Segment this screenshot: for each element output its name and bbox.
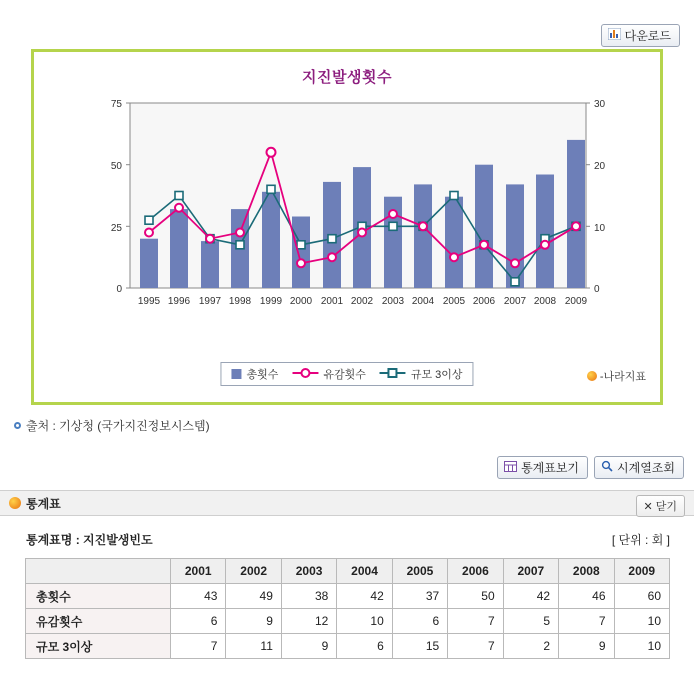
- legend-item-mag3: [380, 366, 463, 382]
- table-row-label: 유감횟수: [26, 609, 171, 634]
- timeseries-label: 시계열조회: [617, 460, 675, 475]
- table-col-header: 2006: [448, 559, 503, 584]
- table-cell: 46: [559, 584, 614, 609]
- chart-plot: [34, 93, 666, 343]
- table-cell: 42: [503, 584, 558, 609]
- table-row: [26, 584, 670, 609]
- table-cell: 12: [281, 609, 336, 634]
- table-cell: 2: [503, 634, 558, 659]
- svg-text:1999: 1999: [259, 296, 283, 307]
- legend-item-felt: [292, 366, 366, 382]
- legend-item-total: [231, 366, 278, 382]
- svg-text:1998: 1998: [228, 296, 252, 307]
- table-cell: 7: [448, 634, 503, 659]
- svg-text:0: 0: [116, 284, 122, 295]
- close-button[interactable]: [636, 495, 685, 517]
- legend-swatch-circle-icon: [292, 368, 318, 381]
- close-label: 닫기: [655, 501, 677, 513]
- svg-text:2001: 2001: [320, 296, 344, 307]
- table-col-header: 2009: [614, 559, 670, 584]
- table-cell: 10: [614, 609, 670, 634]
- table-corner-cell: [26, 559, 171, 584]
- svg-text:25: 25: [110, 223, 122, 234]
- chart-watermark: [587, 368, 646, 384]
- svg-text:75: 75: [110, 99, 122, 110]
- table-unit: [ 단위 : 회 ]: [611, 533, 670, 547]
- table-cell: 6: [171, 609, 226, 634]
- table-col-header: 2008: [559, 559, 614, 584]
- naraji-logo-icon: [587, 371, 597, 381]
- table-cell: 60: [614, 584, 670, 609]
- svg-text:1996: 1996: [167, 296, 191, 307]
- table-cell: 7: [448, 609, 503, 634]
- svg-text:2002: 2002: [350, 296, 374, 307]
- download-bar: [601, 24, 680, 47]
- search-icon: [601, 460, 613, 475]
- table-col-header: 2007: [503, 559, 558, 584]
- svg-text:0: 0: [594, 284, 600, 295]
- table-cell: 42: [337, 584, 392, 609]
- table-cell: 7: [559, 609, 614, 634]
- legend-swatch-bar-icon: [231, 369, 241, 379]
- table-cell: 10: [614, 634, 670, 659]
- stat-view-label: 통계표보기: [521, 460, 580, 475]
- svg-text:50: 50: [110, 161, 122, 172]
- source-note: [14, 417, 210, 434]
- source-text: 출처 : 기상청 (국가지진정보시스템): [26, 419, 210, 433]
- table-cell: 5: [503, 609, 558, 634]
- table-cell: 43: [171, 584, 226, 609]
- table-row: [26, 609, 670, 634]
- svg-text:1997: 1997: [198, 296, 222, 307]
- bar-chart-icon: [608, 28, 621, 43]
- table-cell: 6: [392, 609, 447, 634]
- download-button[interactable]: [601, 24, 680, 47]
- download-label: 다운로드: [624, 28, 671, 43]
- stat-section-header: [0, 490, 694, 516]
- svg-text:10: 10: [594, 223, 606, 234]
- table-row-label: 총횟수: [26, 584, 171, 609]
- stat-section-title: 통계표: [26, 496, 61, 511]
- table-col-header: 2002: [226, 559, 281, 584]
- table-cell: 38: [281, 584, 336, 609]
- svg-text:20: 20: [594, 161, 606, 172]
- table-caption: 통계표명 : 지진발생빈도: [26, 533, 153, 547]
- bullet-icon: [14, 422, 21, 429]
- table-col-header: 2004: [337, 559, 392, 584]
- table-cell: 9: [226, 609, 281, 634]
- table-cell: 6: [337, 634, 392, 659]
- section-bullet-icon: [9, 497, 21, 509]
- legend-swatch-square-icon: [380, 368, 406, 381]
- table-cell: 49: [226, 584, 281, 609]
- table-row: [26, 634, 670, 659]
- table-icon: [504, 461, 517, 475]
- table-col-header: 2001: [171, 559, 226, 584]
- legend-label-total: 총횟수: [246, 369, 279, 381]
- legend-label-felt: 유감횟수: [323, 369, 366, 381]
- timeseries-button[interactable]: [594, 456, 684, 479]
- svg-text:1995: 1995: [137, 296, 161, 307]
- table-cell: 50: [448, 584, 503, 609]
- table-cell: 9: [559, 634, 614, 659]
- table-cell: 7: [171, 634, 226, 659]
- legend-label-mag3: 규모 3이상: [410, 369, 463, 381]
- svg-text:2000: 2000: [289, 296, 313, 307]
- chart-panel: [31, 49, 663, 405]
- stat-view-button[interactable]: [497, 456, 588, 479]
- svg-text:2004: 2004: [411, 296, 435, 307]
- table-col-header: 2005: [392, 559, 447, 584]
- table-cell: 11: [226, 634, 281, 659]
- svg-text:30: 30: [594, 99, 606, 110]
- chart-legend: [220, 362, 473, 386]
- chart-svg: [34, 93, 666, 343]
- svg-text:2007: 2007: [503, 296, 527, 307]
- svg-text:2008: 2008: [533, 296, 557, 307]
- statistics-table: [25, 558, 670, 659]
- table-cell: 9: [281, 634, 336, 659]
- table-cell: 37: [392, 584, 447, 609]
- table-col-header: 2003: [281, 559, 336, 584]
- svg-text:2005: 2005: [442, 296, 466, 307]
- svg-text:2006: 2006: [472, 296, 496, 307]
- table-cell: 15: [392, 634, 447, 659]
- chart-title: 지진발생횟수: [302, 69, 392, 86]
- svg-text:2003: 2003: [381, 296, 405, 307]
- table-row-label: 규모 3이상: [26, 634, 171, 659]
- table-header-row: [26, 559, 670, 584]
- close-icon: ✕: [643, 500, 653, 513]
- svg-text:2009: 2009: [564, 296, 588, 307]
- chart-action-buttons: [497, 456, 684, 479]
- table-cell: 10: [337, 609, 392, 634]
- naraji-label: -나라지표: [599, 371, 646, 383]
